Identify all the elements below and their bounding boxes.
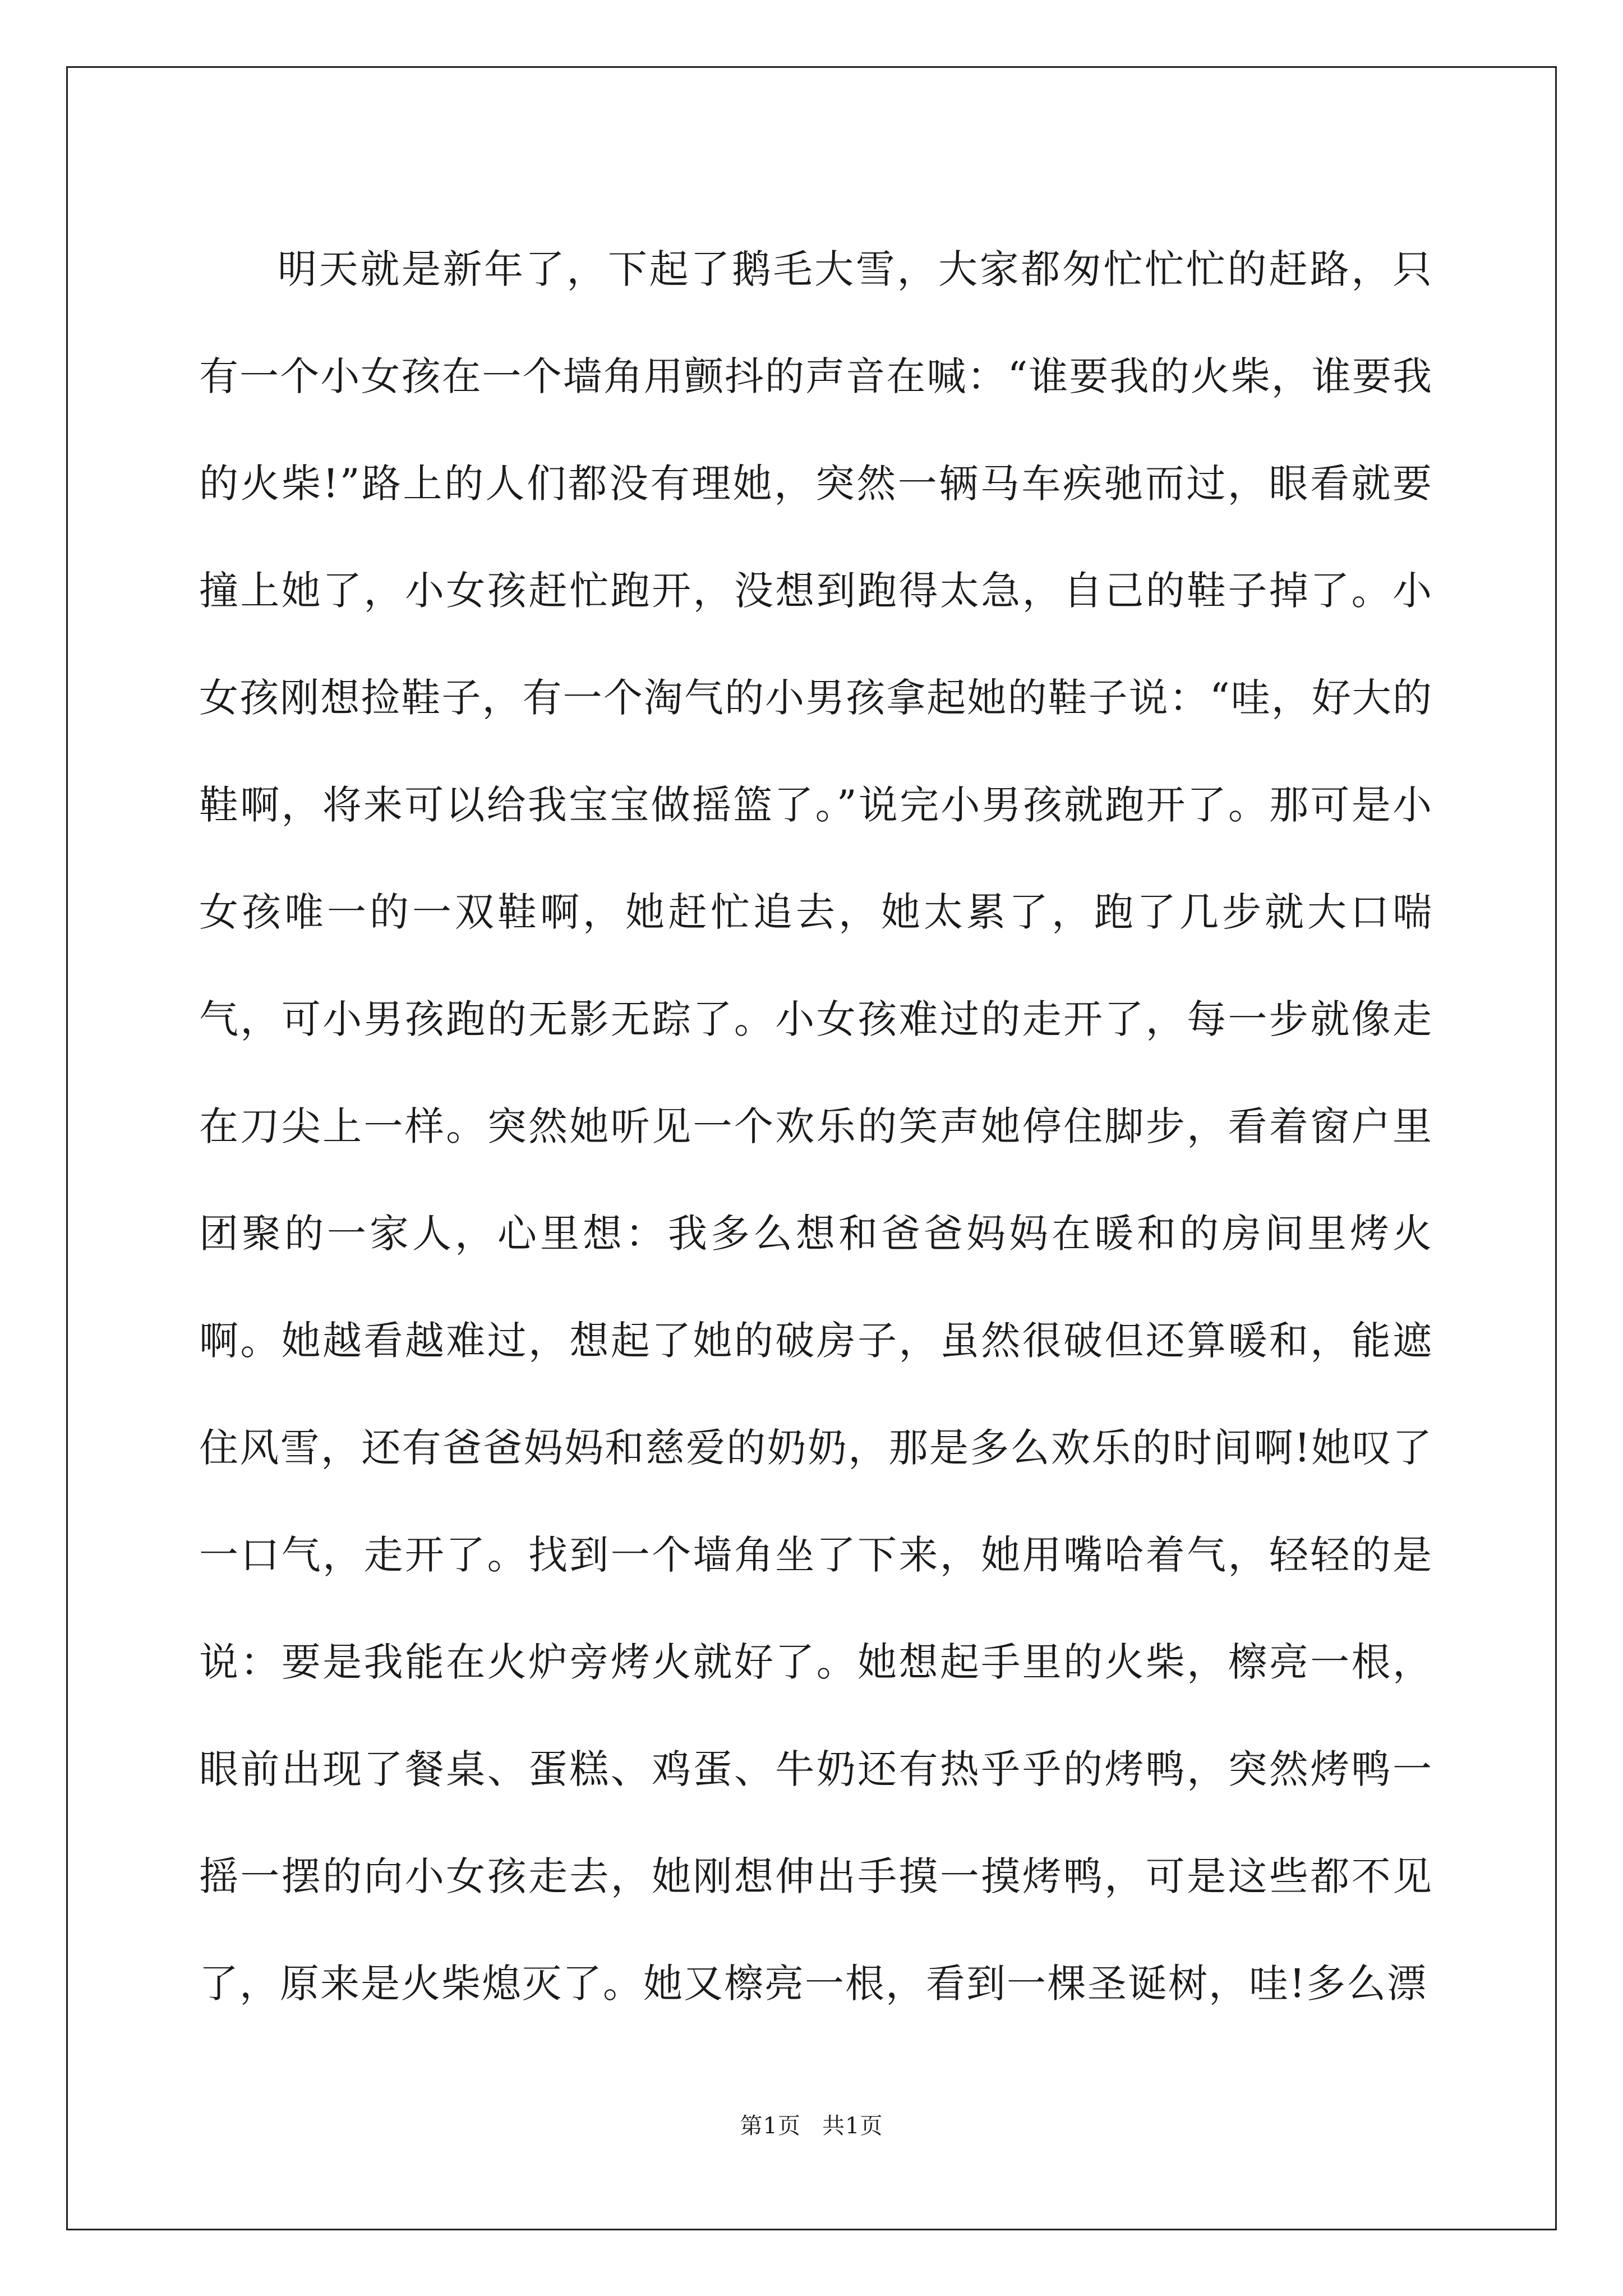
current-page-label: 第1页 [740, 2113, 801, 2139]
total-pages-label: 共1页 [822, 2113, 883, 2139]
story-paragraph: 明天就是新年了，下起了鹅毛大雪，大家都匆忙忙忙的赶路，只有一个小女孩在一个墙角用颤抖的声音在喊：“谁要我的火柴，谁要我的火柴!”路上的人们都没有理她，突然一辆马车疾驰而过，眼看就要撞上她了，小女孩赶忙跑开，没想到跑得太急，自己的鞋子掉了。小女孩刚想捡鞋子，有一个淘气的小男孩拿起她的鞋子说：“哇，好大的鞋啊，将来可以给我宝宝做摇篮了。”说完小男孩就跑开了。那可是小女孩唯一的一双鞋啊，她赶忙追去，她太累了，跑了几步就大口喘气，可小男孩跑的无影无踪了。小女孩难过的走开了，每一步就像走在刀尖上一样。突然她听见一个欢乐的笑声她停住脚步，看着窗户里团聚的一家人，心里想：我多么想和爸爸妈妈在暖和的房间里烤火啊。她越看越难过，想起了她的破房子，虽然很破但还算暖和，能遮住风雪，还有爸爸妈妈和慈爱的奶奶，那是多么欢乐的时间啊!她叹了一口气，走开了。找到一个墙角坐了下来，她用嘴哈着气，轻轻的是说：要是我能在火炉旁烤火就好了。她想起手里的火柴，檫亮一根，眼前出现了餐桌、蛋糕、鸡蛋、牛奶还有热乎乎的烤鸭，突然烤鸭一摇一摆的向小女孩走去，她刚想伸出手摸一摸烤鸭，可是这些都不见了，原来是火柴熄灭了。她又檫亮一根，看到一棵圣诞树，哇!多么漂 [199, 246, 1433, 2007]
page-footer [0, 2108, 1623, 2140]
